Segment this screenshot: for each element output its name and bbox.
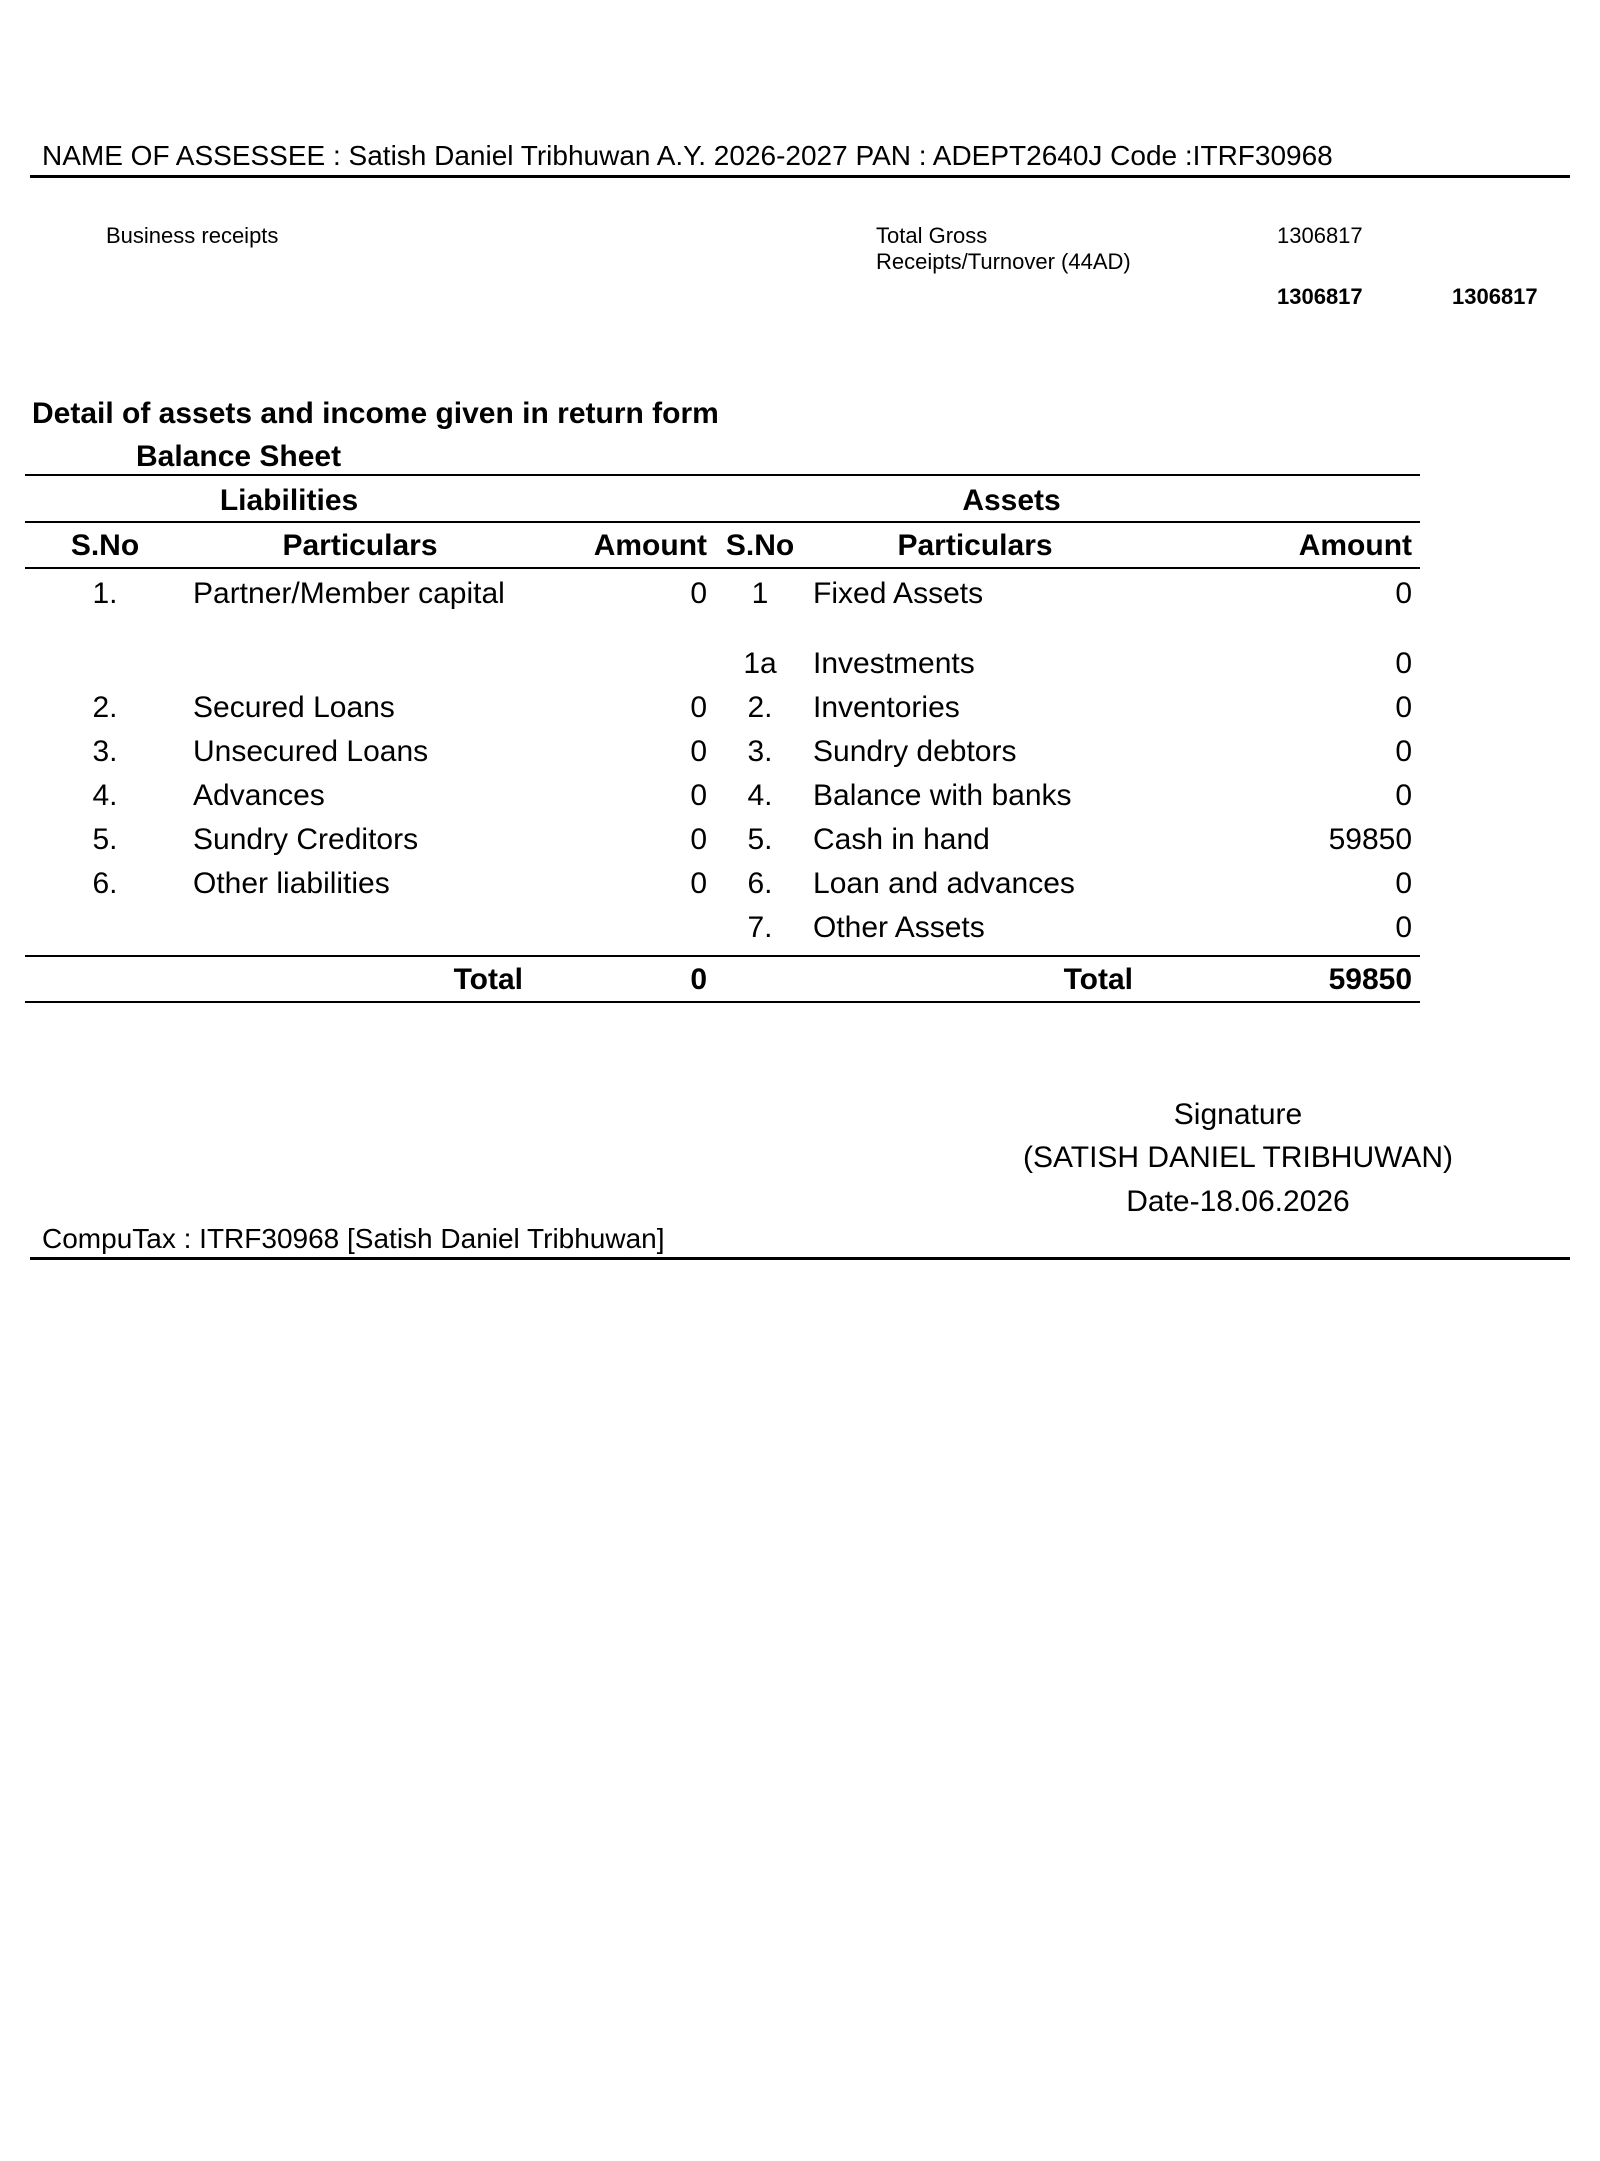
asset-particulars-header: Particulars: [897, 529, 1053, 562]
table-row: [25, 647, 1420, 691]
liab-amount-header: Amount: [593, 529, 708, 562]
liab-sno: 3.: [92, 735, 118, 768]
asset-sno: 1a: [743, 647, 777, 680]
asset-amount: 0: [1395, 867, 1413, 900]
liab-total-label: Total: [453, 963, 523, 996]
total-gross-value: 1306817: [1277, 223, 1363, 248]
asset-particulars: Cash in hand: [813, 823, 990, 856]
table-row: [25, 823, 1420, 867]
asset-amount: 0: [1395, 577, 1413, 610]
column-header-row: [25, 521, 1420, 567]
asset-sno: 2.: [747, 691, 773, 724]
liab-sno: 5.: [92, 823, 118, 856]
liab-amount: [535, 911, 715, 955]
table-row: [25, 779, 1420, 823]
liab-particulars: Sundry Creditors: [193, 823, 419, 856]
balance-sheet-table: [25, 476, 1420, 1001]
asset-sno-header: S.No: [725, 529, 795, 562]
asset-particulars: Sundry debtors: [813, 735, 1017, 768]
assessee-header: NAME OF ASSESSEE : Satish Daniel Tribhuwan A.Y. 2026-2027 PAN : ADEPT2640J Code :ITRF30968: [42, 140, 1333, 171]
liab-particulars: Secured Loans: [193, 691, 395, 724]
asset-particulars: Other Assets: [813, 911, 985, 944]
total-gross-label-line2: Receipts/Turnover (44AD): [876, 249, 1131, 274]
liab-particulars: [185, 647, 535, 691]
asset-amount: 0: [1395, 911, 1413, 944]
liab-amount: 0: [690, 823, 708, 856]
liab-amount: 0: [690, 691, 708, 724]
asset-amount: 0: [1395, 691, 1413, 724]
table-row: [25, 867, 1420, 911]
asset-amount: 0: [1395, 735, 1413, 768]
asset-particulars: Inventories: [813, 691, 960, 724]
liabilities-heading: Liabilities: [219, 484, 359, 517]
footer-rule: [30, 1257, 1570, 1260]
table-row: [25, 911, 1420, 955]
liab-sno: 6.: [92, 867, 118, 900]
table-row: [25, 691, 1420, 735]
signatory-name: (SATISH DANIEL TRIBHUWAN): [1022, 1141, 1454, 1174]
asset-sno: 7.: [747, 911, 773, 944]
liab-sno: 2.: [92, 691, 118, 724]
asset-amount: 59850: [1328, 823, 1413, 856]
receipts-grand-total: 1306817: [1452, 284, 1538, 309]
liab-sno: 1.: [92, 577, 118, 610]
computax-footer: CompuTax : ITRF30968 [Satish Daniel Tribhuwan]: [42, 1223, 665, 1254]
receipts-subtotal: 1306817: [1277, 284, 1363, 309]
liab-particulars: Other liabilities: [193, 867, 390, 900]
asset-sno: 4.: [747, 779, 773, 812]
header-rule: [30, 175, 1570, 178]
liab-amount: [535, 647, 715, 691]
asset-sno: 5.: [747, 823, 773, 856]
asset-amount: 0: [1395, 647, 1413, 680]
liab-amount: 0: [690, 867, 708, 900]
liab-amount: 0: [690, 577, 708, 610]
asset-sno: 6.: [747, 867, 773, 900]
liab-particulars-header: Particulars: [282, 529, 438, 562]
business-receipts-label: Business receipts: [106, 223, 279, 248]
asset-amount: 0: [1395, 779, 1413, 812]
signature-label: Signature: [1173, 1098, 1303, 1131]
total-gross-label-line1: Total Gross: [876, 223, 988, 248]
asset-total-value: 59850: [1328, 963, 1413, 996]
bs-total-bottom-rule: [25, 1001, 1420, 1003]
asset-amount-header: Amount: [1298, 529, 1413, 562]
liab-particulars: Unsecured Loans: [193, 735, 429, 768]
liab-particulars: Partner/Member capital: [193, 577, 505, 610]
table-row: [25, 567, 1420, 647]
assets-heading: Assets: [962, 484, 1061, 517]
balance-sheet-title: Balance Sheet: [136, 440, 342, 473]
asset-sno: 1: [751, 577, 769, 610]
asset-particulars: Loan and advances: [813, 867, 1075, 900]
liab-sno: 4.: [92, 779, 118, 812]
liab-sno: [25, 911, 185, 955]
table-row: [25, 735, 1420, 779]
asset-particulars: Fixed Assets: [813, 577, 984, 610]
liab-amount: 0: [690, 735, 708, 768]
asset-sno: 3.: [747, 735, 773, 768]
liab-sno-header: S.No: [70, 529, 140, 562]
total-row: [25, 955, 1420, 1001]
liab-particulars: [185, 911, 535, 955]
liab-sno: [25, 647, 185, 691]
liab-particulars: Advances: [193, 779, 325, 812]
liab-total-value: 0: [690, 963, 708, 996]
asset-particulars: Investments: [813, 647, 975, 680]
asset-total-label: Total: [1063, 963, 1134, 996]
detail-title: Detail of assets and income given in return form: [32, 397, 719, 430]
asset-particulars: Balance with banks: [813, 779, 1072, 812]
liab-amount: 0: [690, 779, 708, 812]
section-heading-row: [25, 476, 1420, 521]
signature-date: Date-18.06.2026: [1126, 1185, 1350, 1218]
